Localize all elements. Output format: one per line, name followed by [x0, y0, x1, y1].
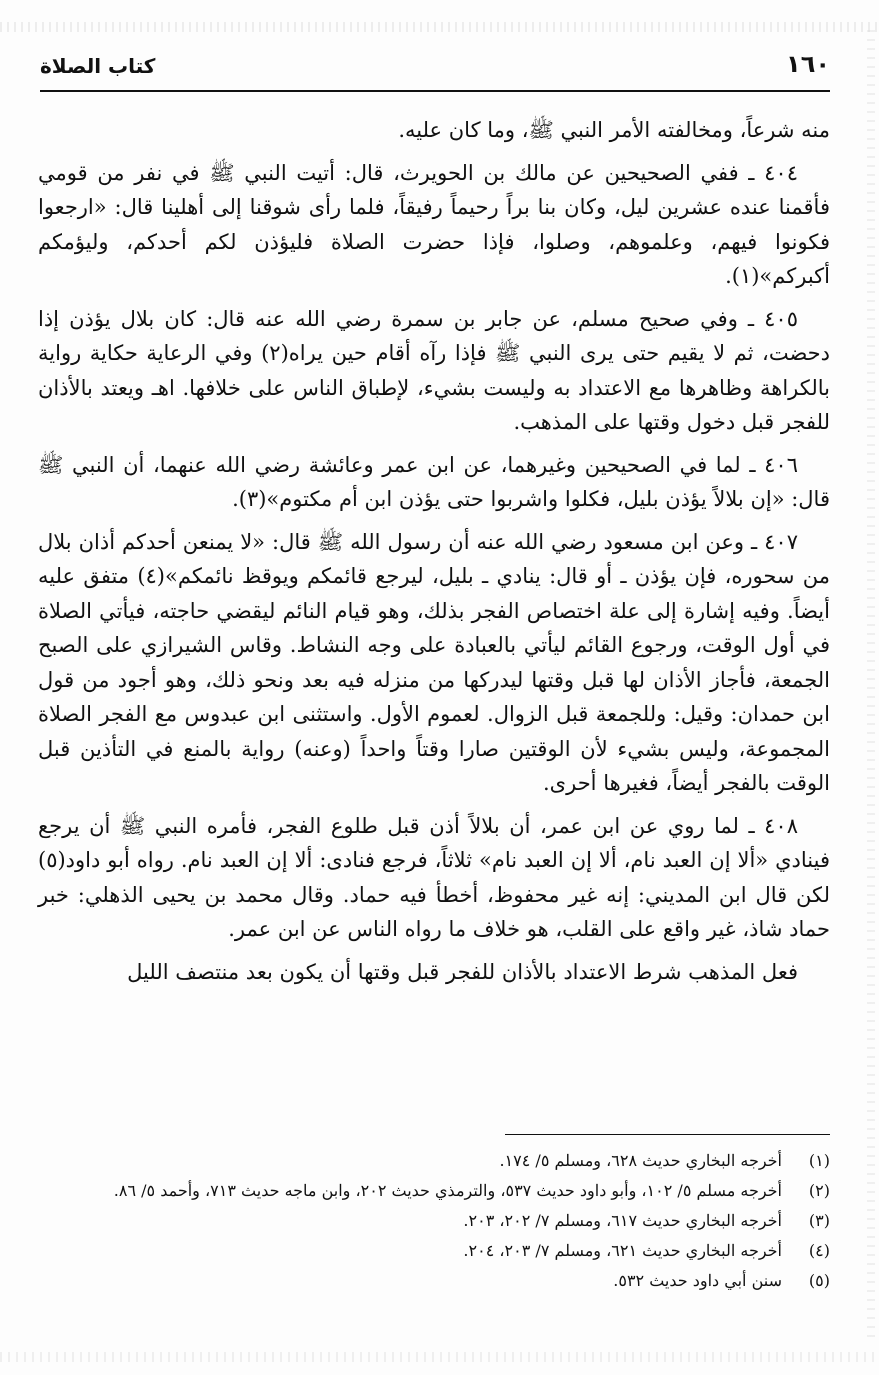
running-title: كتاب الصلاة	[40, 54, 156, 78]
footnote-separator	[505, 1134, 830, 1135]
footnote-number: (٤)	[808, 1241, 830, 1260]
scan-border-top	[0, 22, 879, 32]
page-number: ١٦٠	[786, 50, 830, 78]
header-rule	[40, 90, 830, 92]
scan-border-right	[867, 30, 875, 1340]
footnote-text: سنن أبي داود حديث ٥٣٢.	[613, 1271, 782, 1290]
footnotes	[38, 1146, 830, 1296]
footnote-item	[38, 1176, 830, 1206]
footnote-number: (١)	[808, 1151, 830, 1170]
paragraph-closing: فعل المذهب شرط الاعتداد بالأذان للفجر قبل وقتها أن يكون بعد منتصف الليل	[127, 959, 798, 984]
page-header	[40, 50, 830, 90]
footnote-text: أخرجه مسلم ٥/ ١٠٢، وأبو داود حديث ٥٣٧، والترمذي حديث ٢٠٢، وابن ماجه حديث ٧١٣، وأحمد ٥/ ٨٦.	[113, 1181, 782, 1200]
paragraph-406: ٤٠٦ ـ لما في الصحيحين وغيرهما، عن ابن عمر وعائشة رضي الله عنهما، أن النبي ﷺ قال: «إن بلالاً يؤذن بليل، فكلوا واشربوا حتى يؤذن ابن أم مكتوم»(٣).	[38, 452, 830, 511]
footnote-item	[38, 1146, 830, 1176]
footnote-item	[38, 1236, 830, 1266]
footnote-text: أخرجه البخاري حديث ٦٢١، ومسلم ٧/ ٢٠٣، ٢٠٤.	[463, 1241, 782, 1260]
paragraph-405: ٤٠٥ ـ وفي صحيح مسلم، عن جابر بن سمرة رضي الله عنه قال: كان بلال يؤذن إذا دحضت، ثم لا يقيم حتى يرى النبي ﷺ فإذا رآه أقام حين يراه(٢) وفي الرعاية حكاية رواية بالكراهة وظاهرها مع الاعتداد به وليست بشيء، لإطباق الناس على خلافها. اهـ ويعتد بالأذان للفجر قبل دخول وقتها على المذهب.	[38, 306, 830, 434]
footnote-item	[38, 1266, 830, 1296]
paragraph-continuation: منه شرعاً، ومخالفته الأمر النبي ﷺ، وما كان عليه.	[398, 118, 830, 142]
footnote-text: أخرجه البخاري حديث ٦٢٨، ومسلم ٥/ ١٧٤.	[499, 1151, 782, 1170]
footnote-number: (٢)	[808, 1181, 830, 1200]
footnote-number: (٥)	[808, 1271, 830, 1290]
scan-border-bottom	[0, 1352, 879, 1362]
footnote-item	[38, 1206, 830, 1236]
paragraph-407: ٤٠٧ ـ وعن ابن مسعود رضي الله عنه أن رسول الله ﷺ قال: «لا يمنعن أحدكم أذان بلال من سحوره، فإن يؤذن ـ أو قال: ينادي ـ بليل، ليرجع قائمكم ويوقظ نائمكم»(٤) متفق عليه أيضاً. وفيه إشارة إلى علة اختصاص الفجر بذلك، وهو قيام النائم ليقضي حاجته، فيأتي الصلاة في أول الوقت، ورجوع القائم ليأتي بالعبادة على وجه النشاط. وقاس الشيرازي على الصبح الجمعة، فأجاز الأذان لها قبل وقتها ليدركها من منزله فيه بعد ونحو ذلك، وهو أجود من قول ابن حمدان: وقيل: وللجمعة قبل الزوال. لعموم الأول. واستثنى ابن عبدوس مع الفجر الصلاة المجموعة، وليس بشيء لأن الوقتين صارا وقتاً واحداً (وعنه) رواية بالمنع في التأذين قبل الوقت بالفجر أيضاً، فغيرها أحرى.	[38, 529, 831, 795]
paragraph-408: ٤٠٨ ـ لما روي عن ابن عمر، أن بلالاً أذن قبل طلوع الفجر، فأمره النبي ﷺ أن يرجع فينادي «ألا إن العبد نام، ألا إن العبد نام» ثلاثاً، فرجع فنادى: ألا إن العبد نام. رواه أبو داود(٥) لكن قال ابن المديني: إنه غير محفوظ، أخطأ فيه حماد. وقال محمد بن يحيى الذهلي: خبر حماد شاذ، غير واقع على القلب، هو خلاف ما رواه الناس عن ابن عمر.	[38, 813, 830, 941]
footnote-number: (٣)	[808, 1211, 830, 1230]
footnote-text: أخرجه البخاري حديث ٦١٧، ومسلم ٧/ ٢٠٢، ٢٠٣.	[463, 1211, 782, 1230]
paragraph-404: ٤٠٤ ـ ففي الصحيحين عن مالك بن الحويرث، قال: أتيت النبي ﷺ في نفر من قومي فأقمنا عنده عشرين ليل، وكان بنا براً رحيماً رفيقاً، فلما رأى شوقنا إلى أهلينا قال: «ارجعوا فكونوا فيهم، وعلموهم، وصلوا، فإذا حضرت الصلاة فليؤذن لكم أحدكم، وليؤمكم أكبركم»(١).	[38, 160, 830, 288]
main-text	[38, 113, 830, 997]
